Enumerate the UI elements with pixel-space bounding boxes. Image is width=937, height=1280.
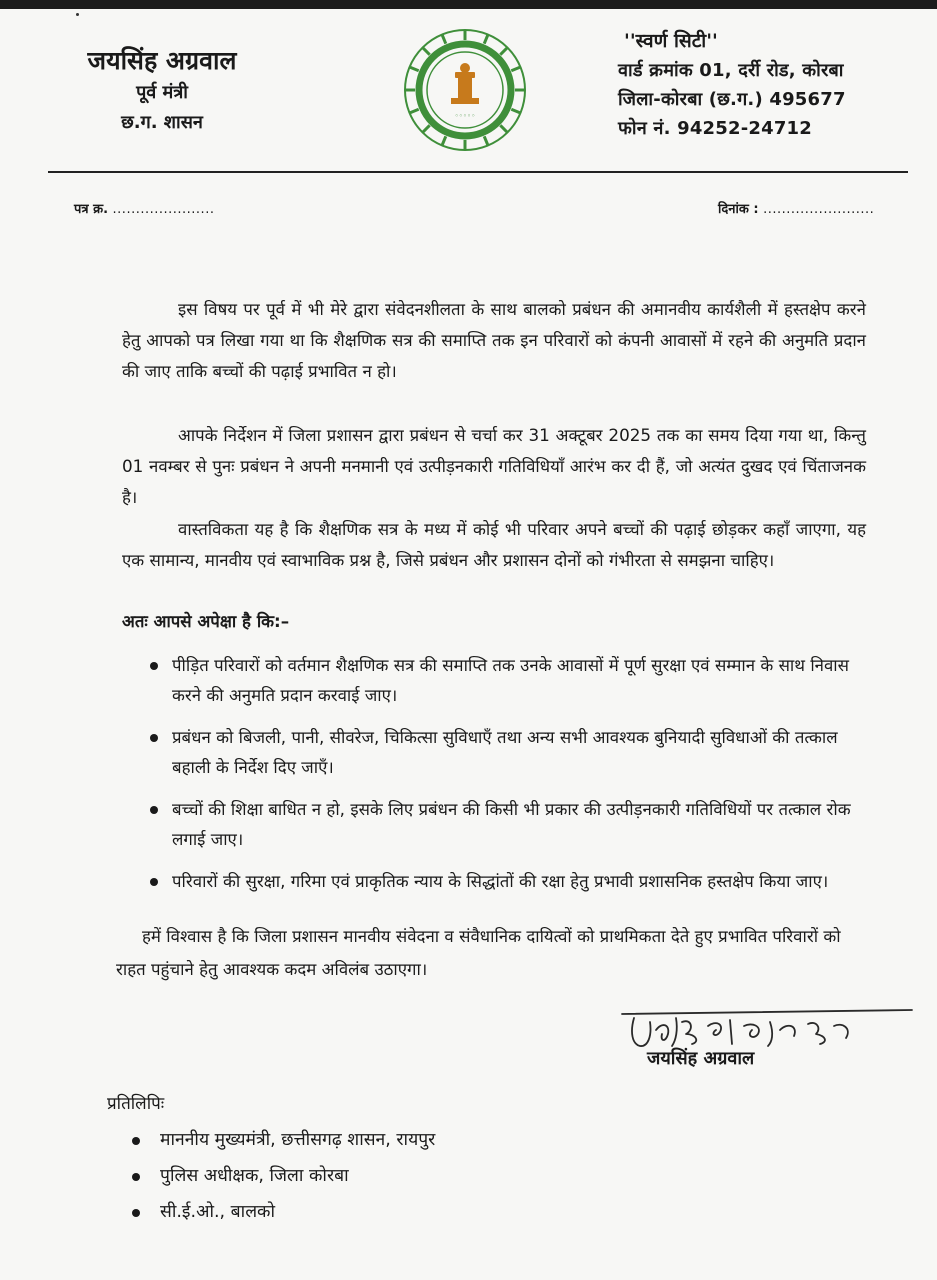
address-district: जिला-कोरबा (छ.ग.) 495677 <box>618 89 846 110</box>
letter-date-label: दिनांक : <box>718 202 759 217</box>
body-paragraph-3: वास्तविकता यह है कि शैक्षणिक सत्र के मध्य में कोई भी परिवार अपने बच्चों की पढ़ाई छोड़कर कहाँ जाएगा, यह एक सामान्य, मानवीय एवं स्वाभाविक प्रश्न है, जिसे प्रबंधन और प्रशासन दोनों को गंभीरता से समझना चाहिए। <box>122 519 866 570</box>
request-list <box>150 650 866 908</box>
list-item: प्रबंधन को बिजली, पानी, सीवरेज, चिकित्सा सुविधाएँ तथा अन्य सभी आवश्यक बुनियादी सुविधाओं की तत्काल बहाली के निर्देश दिए जाएँ। <box>150 722 866 782</box>
letter-date <box>718 199 874 217</box>
letter-number-label: पत्र क्र. <box>74 202 109 217</box>
list-item: बच्चों की शिक्षा बाधित न हो, इसके लिए प्रबंधन की किसी भी प्रकार की उत्पीड़नकारी गतिविधियों पर तत्काल रोक लगाई जाए। <box>150 794 866 854</box>
address-block <box>618 26 918 143</box>
bullet-icon <box>132 1209 140 1217</box>
letter-date-value: ........................ <box>763 202 875 217</box>
bullet-icon <box>150 662 158 670</box>
signer-name: जयसिंह अग्रवाल <box>647 1048 755 1069</box>
bullet-icon <box>132 1173 140 1181</box>
svg-text:◦◦◦◦◦: ◦◦◦◦◦ <box>454 112 476 120</box>
list-item: पीड़ित परिवारों को वर्तमान शैक्षणिक सत्र की समाप्ति तक उनके आवासों में पूर्ण सुरक्षा एवं सम्मान के साथ निवास करने की अनुमति प्रदान करवाई जाए। <box>150 650 866 710</box>
list-item: माननीय मुख्यमंत्री, छत्तीसगढ़ शासन, रायपुर <box>132 1122 435 1158</box>
address-ward: वार्ड क्रमांक 01, दर्री रोड, कोरबा <box>618 60 844 81</box>
copy-to-list <box>132 1122 435 1230</box>
list-item: परिवारों की सुरक्षा, गरिमा एवं प्राकृतिक न्याय के सिद्धांतों की रक्षा हेतु प्रभावी प्रशासनिक हस्तक्षेप किया जाए। <box>150 866 866 896</box>
body-paragraph-2: आपके निर्देशन में जिला प्रशासन द्वारा प्रबंधन से चर्चा कर 31 अक्टूबर 2025 तक का समय दिया गया था, किन्तु 01 नवम्बर से पुनः प्रबंधन ने अपनी मनमानी एवं उत्पीड़नकारी गतिविधियाँ आरंभ कर दी हैं, जो अत्यंत दुखद एवं चिंताजनक है। <box>122 425 866 507</box>
header-divider <box>48 171 908 173</box>
letter-number-value: ...................... <box>112 202 215 217</box>
sender-designation: पूर्व मंत्री <box>136 82 188 103</box>
bullet-icon <box>150 878 158 886</box>
copy-to-label: प्रतिलिपिः <box>107 1094 165 1114</box>
chhattisgarh-govt-seal-icon <box>403 28 527 152</box>
bullet-icon <box>150 806 158 814</box>
body-paragraph-1: इस विषय पर पूर्व में भी मेरे द्वारा संवेदनशीलता के साथ बालको प्रबंधन की अमानवीय कार्यशैली में हस्तक्षेप करने हेतु आपको पत्र लिखा गया था कि शैक्षणिक सत्र की समाप्ति तक इन परिवारों को कंपनी आवासों में रहने की अनुमति प्रदान की जाए ताकि बच्चों की पढ़ाई प्रभावित न हो। <box>122 299 866 381</box>
request-heading: अतः आपसे अपेक्षा है कि:– <box>122 611 290 631</box>
address-title: ''स्वर्ण सिटी'' <box>624 30 718 52</box>
bullet-icon <box>150 734 158 742</box>
address-phone: फोन नं. 94252-24712 <box>618 118 813 139</box>
list-item: सी.ई.ओ., बालको <box>132 1194 435 1230</box>
top-border <box>0 0 937 9</box>
sender-block <box>62 44 262 138</box>
sender-name: जयसिंह अग्रवाल <box>87 46 237 75</box>
sender-government: छ.ग. शासन <box>121 112 203 133</box>
list-item: पुलिस अधीक्षक, जिला कोरबा <box>132 1158 435 1194</box>
letter-number <box>74 199 214 217</box>
ink-speck <box>76 13 79 16</box>
closing-paragraph: हमें विश्वास है कि जिला प्रशासन मानवीय संवेदना व संवैधानिक दायित्वों को प्राथमिकता देते हुए प्रभावित परिवारों को राहत पहुंचाने हेतु आवश्यक कदम अविलंब उठाएगा। <box>116 926 841 979</box>
bullet-icon <box>132 1137 140 1145</box>
